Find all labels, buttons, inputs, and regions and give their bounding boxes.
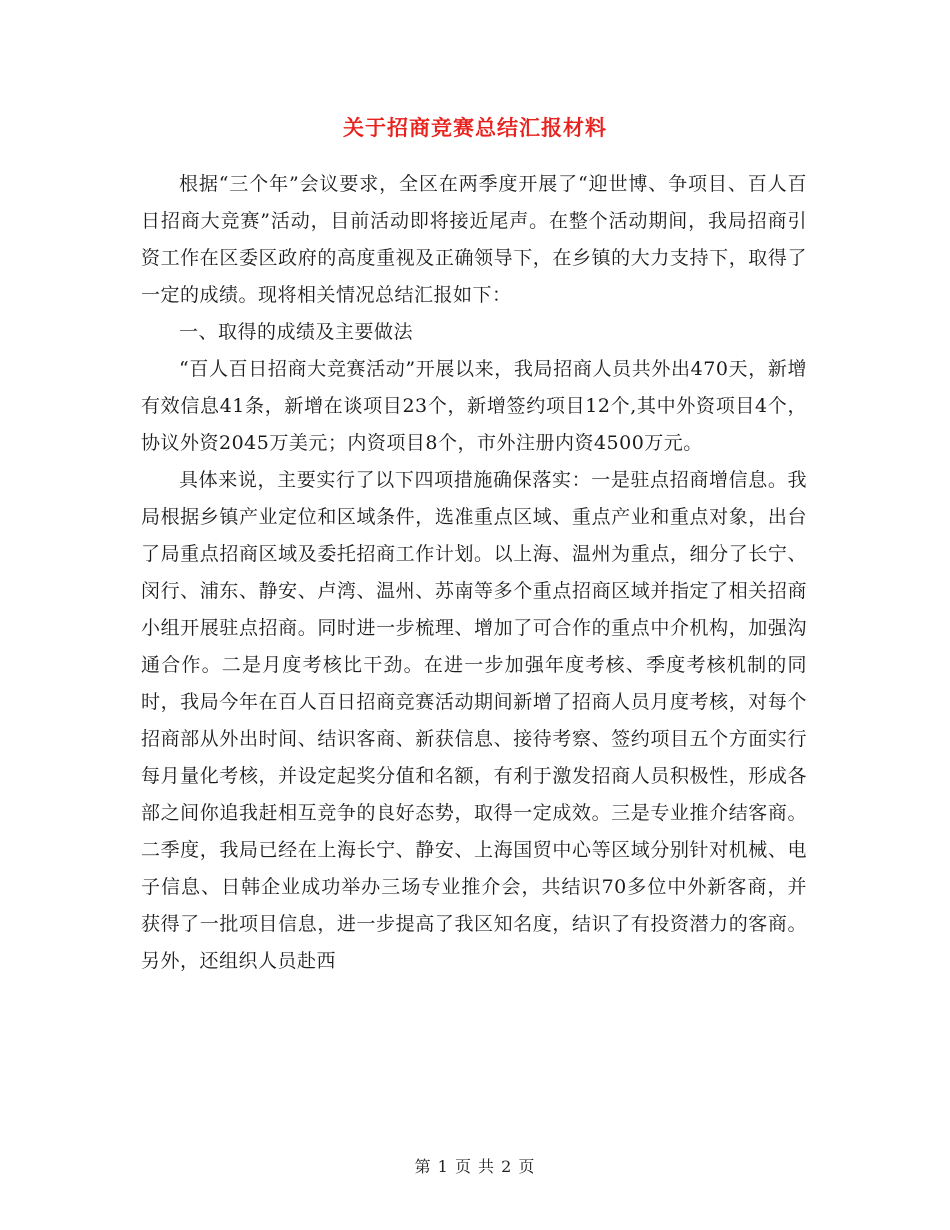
intro-paragraph: 根据“三个年”会议要求，全区在两季度开展了“迎世博、争项目、百人百日招商大竞赛”活动，目前活动即将接近尾声。在整个活动期间，我局招商引资工作在区委区政府的高度重视及正确领导下，在乡镇的大力支持下，取得了一定的成绩。现将相关情况总结汇报如下： — [141, 173, 807, 306]
document-body — [141, 166, 807, 980]
measures-paragraph: 具体来说，主要实行了以下四项措施确保落实：一是驻点招商增信息。我局根据乡镇产业定位和区域条件，选准重点区域、重点产业和重点对象，出台了局重点招商区域及委托招商工作计划。以上海、温州为重点，细分了长宁、闵行、浦东、静安、卢湾、温州、苏南等多个重点招商区域并指定了相关招商小组开展驻点招商。同时进一步梳理、增加了可合作的重点中介机构，加强沟通合作。二是月度考核比干劲。在进一步加强年度考核、季度考核机制的同时，我局今年在百人百日招商竞赛活动期间新增了招商人员月度考核，对每个招商部从外出时间、结识客商、新获信息、接待考察、签约项目五个方面实行每月量化考核，并设定起奖分值和名额，有利于激发招商人员积极性，形成各部之间你追我赶相互竞争的良好态势，取得一定成效。三是专业推介结客商。二季度，我局已经在上海长宁、静安、上海国贸中心等区域分别针对机械、电子信息、日韩企业成功举办三场专业推介会，共结识70多位中外新客商，并获得了一批项目信息，进一步提高了我区知名度，结识了有投资潜力的客商。另外，还组织人员赴西 — [141, 469, 807, 972]
page-number-footer: 第 1 页 共 2 页 — [414, 1157, 536, 1176]
document-title: 关于招商竞赛总结汇报材料 — [343, 115, 607, 140]
section-heading: 一、取得的成绩及主要做法 — [179, 321, 414, 343]
results-paragraph: “百人百日招商大竞赛活动”开展以来，我局招商人员共外出470天，新增有效信息41条，新增在谈项目23个，新增签约项目12个,其中外资项目4个，协议外资2045万美元；内资项目8个，市外注册内资4500万元。 — [141, 358, 807, 454]
